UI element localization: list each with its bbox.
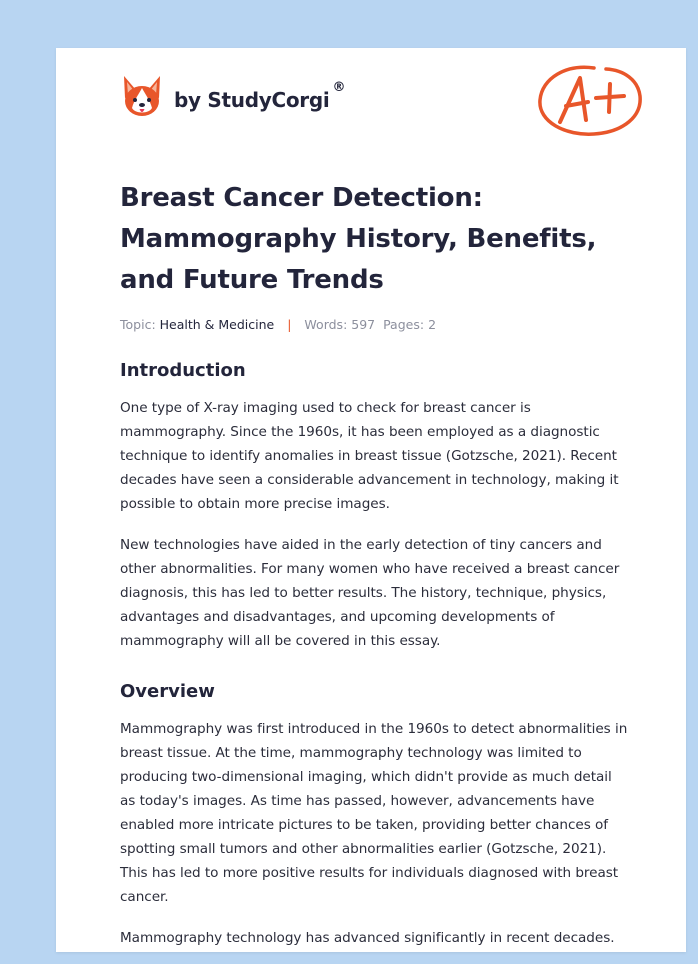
pages-count: 2 — [428, 317, 437, 332]
document-page — [56, 48, 686, 952]
section-overview — [120, 680, 630, 950]
words-count: 597 — [351, 317, 376, 332]
corgi-logo-icon — [120, 74, 164, 120]
meta-separator: | — [287, 317, 292, 332]
topic-link[interactable]: Health & Medicine — [159, 317, 275, 332]
a-plus-grade-icon — [536, 60, 646, 140]
topic-label: Topic: — [120, 317, 156, 332]
words-label: Words: — [304, 317, 348, 332]
article-meta — [120, 317, 630, 332]
page-title: Breast Cancer Detection: Mammography History, Benefits, and Future Trends — [120, 183, 597, 295]
section-heading: Overview — [120, 681, 215, 702]
pages-label: Pages: — [383, 317, 425, 332]
article — [120, 178, 630, 952]
paragraph: One type of X-ray imaging used to check for breast cancer is mammography. Since the 1960s, it has been employed as a diagnostic technique to identify anomalies in breast tissue (Gotzsche, 2021). Recent decades have seen a considerable advancement in technology, making it possible to obtain more precise images. — [120, 400, 619, 512]
brand-name: by StudyCorgi — [174, 88, 330, 112]
section-heading: Introduction — [120, 360, 246, 381]
paragraph: Mammography technology has advanced significantly in recent decades. — [120, 930, 615, 946]
paragraph: New technologies have aided in the early detection of tiny cancers and other abnormalities. For many women who have received a breast cancer diagnosis, this has led to better results. The history, technique, physics, advantages and disadvantages, and upcoming developments of mammography will all be covered in this essay. — [120, 537, 620, 649]
brand-header[interactable] — [120, 74, 345, 120]
registered-mark: ® — [332, 79, 346, 95]
section-introduction — [120, 359, 630, 653]
paragraph: Mammography was first introduced in the 1960s to detect abnormalities in breast tissue. At the time, mammography technology was limited to producing two-dimensional imaging, which didn't provide as much detail as today's images. As time has passed, however, advancements have enabled more intricate pictures to be taken, providing better chances of spotting small tumors and other abnormalities earlier (Gotzsche, 2021). This has led to more positive results for individuals diagnosed with breast cancer. — [120, 721, 628, 905]
